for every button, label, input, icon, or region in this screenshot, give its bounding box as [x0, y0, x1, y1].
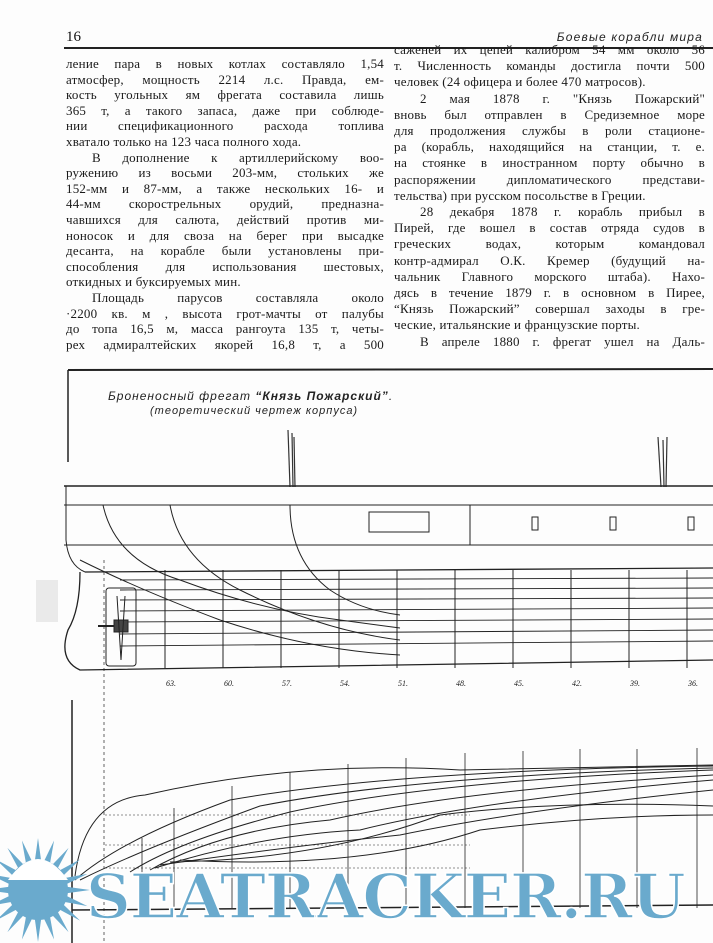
- text-line: до топа 16,5 м, масса рангоута 135 т, четы-: [66, 321, 384, 337]
- text-line: т. Численность команды достигла почти 500: [394, 58, 705, 74]
- text-line: ·2200 кв. м , высота грот-мачты от палубы: [66, 305, 384, 321]
- text-line: распоряжении дипломатического представи-: [394, 171, 705, 187]
- frame-top-line: [68, 369, 713, 370]
- text-line: 2 мая 1878 г. "Князь Пожарский": [420, 90, 705, 106]
- station-label: 51.: [398, 679, 408, 688]
- text-line: атмосфер, мощность 2214 л.с. Правда, ем-: [66, 71, 384, 87]
- text-line: В дополнение к артиллерийскому воо-: [92, 149, 384, 165]
- text-line: В апреле 1880 г. фрегат ушел на Даль-: [420, 333, 705, 349]
- text-line: 152-мм и 87-мм, а также нескольких 16- и: [66, 180, 384, 196]
- text-line: чальник Главного морского штаба). Нахо-: [394, 268, 705, 284]
- text-line: 44-мм скорострельных орудий, предназна-: [66, 196, 384, 212]
- text-line: дясь в течение 1879 г. в основном в Пирее,: [394, 285, 705, 301]
- text-line: ноносок и для своза на берег при высадке: [66, 227, 384, 243]
- sun-ray: [35, 838, 42, 862]
- sun-ray: [35, 918, 42, 942]
- text-line: человек (24 офицера и более 470 матросов).: [394, 74, 646, 90]
- text-line: на стоянке в иностранном порту обычно в: [394, 155, 705, 171]
- text-line: чавшихся для салюта, действий против ми-: [66, 211, 384, 227]
- text-line: контр-адмирал О.К. Кремер (будущий на-: [394, 252, 705, 268]
- text-line: Площадь парусов составляла около: [92, 289, 384, 305]
- station-label: 36.: [688, 679, 698, 688]
- mast-stumps: [288, 430, 667, 487]
- text-line: откидных и буксируемых мин.: [66, 274, 241, 290]
- text-line: 365 т, а такого запаса, даже при соблюде-: [66, 102, 384, 118]
- station-label: 45.: [514, 679, 524, 688]
- text-line: нии спецификационного расхода топлива: [66, 118, 384, 134]
- text-line: 28 декабря 1878 г. корабль прибыл в: [420, 204, 705, 220]
- text-line: Пирей, где вошел в состав отряда судов в: [394, 220, 705, 236]
- text-line: вновь был отправлен в Средиземное море: [394, 106, 705, 122]
- text-line: ра (корабль, находящийся на станции, т. е.: [394, 139, 705, 155]
- station-label: 42.: [572, 679, 582, 688]
- station-label: 63.: [166, 679, 176, 688]
- text-line: хватало только на 123 часа полного хода.: [66, 133, 302, 149]
- scan-artifact: [36, 580, 58, 622]
- station-label: 60.: [224, 679, 234, 688]
- page-number: 16: [66, 29, 81, 45]
- station-label: 54.: [340, 679, 350, 688]
- text-line: греческих водах, которым командовал: [394, 236, 705, 252]
- drawing-subtitle: (теоретический чертеж корпуса): [150, 405, 359, 417]
- text-line: ружению из восьми 203-мм, стольких же: [66, 165, 384, 181]
- station-label: 39.: [630, 679, 640, 688]
- running-title: Боевые корабли мира: [556, 30, 703, 44]
- text-line: для продолжения службы в роли стационе-: [394, 123, 705, 139]
- text-line: кость угольных ям фрегата составила лишь: [66, 87, 384, 103]
- drawing-title: Броненосный фрегат “Князь Пожарский”.: [108, 389, 394, 403]
- text-line: тельства) при русском посольстве в Греции.: [394, 187, 646, 203]
- text-line: саженей их цепей калибром 54 мм около 56: [394, 42, 705, 57]
- text-line: “Князь Пожарский” совершал заходы в гре-: [394, 301, 705, 317]
- text-line: способления для использования шестовых,: [66, 258, 384, 274]
- watermark-sun-logo: [0, 838, 90, 942]
- text-line: ческие, итальянские и французские порты.: [394, 317, 641, 333]
- watermark-text: SEATRACKER.RU: [86, 860, 685, 933]
- text-line: десанта, на корабле были установлены при-: [66, 243, 384, 259]
- station-label: 57.: [282, 679, 292, 688]
- text-line: рех адмиралтейских якорей 16,8 т, а 500: [66, 336, 384, 352]
- text-line: ление пара в новых котлах составляло 1,54: [66, 56, 384, 71]
- station-label: 48.: [456, 679, 466, 688]
